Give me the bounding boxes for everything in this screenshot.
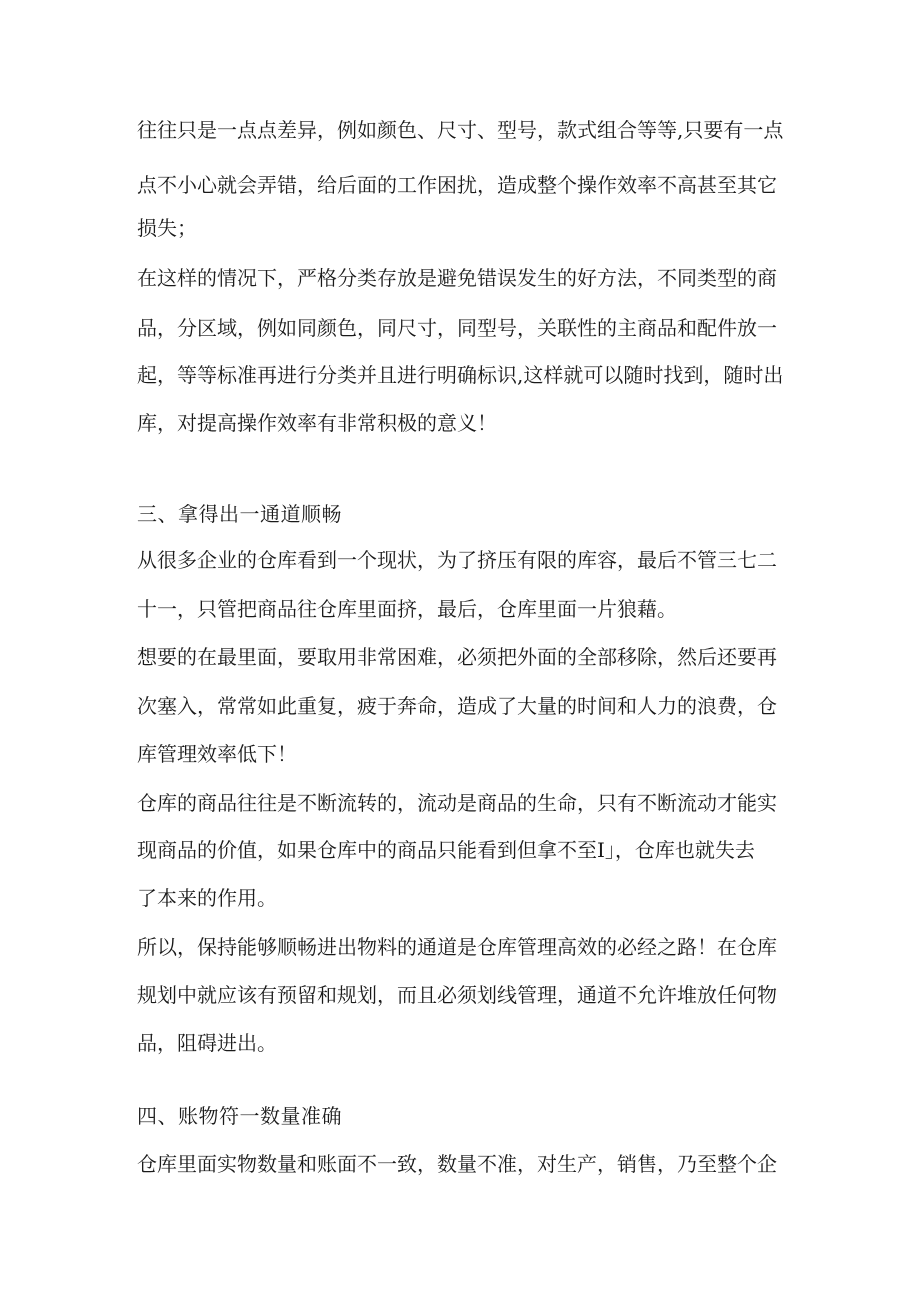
body-text-line: 了本来的作用。 <box>137 886 277 910</box>
body-text-line: 十一，只管把商品往仓库里面挤，最后，仓库里面一片狼藉。 <box>137 597 677 621</box>
body-text-line: 仓库的商品往往是不断流转的，流动是商品的生命，只有不断流动才能实 <box>137 791 777 815</box>
body-text-line: 在这样的情况下，严格分类存放是避免错误发生的好方法，不同类型的商 <box>137 266 777 290</box>
body-text-line: 品，分区域，例如同颜色，同尺寸，同型号，关联性的主商品和配件放一 <box>137 316 777 340</box>
body-text-line: 从很多企业的仓库看到一个现状，为了挤压有限的库容，最后不管三七二 <box>137 548 777 572</box>
body-text-line: 往往只是一点点差异，例如颜色、尺寸、型号，款式组合等等,只要有一点 <box>137 118 784 142</box>
body-text-line: 想要的在最里面，要取用非常困难，必须把外面的全部移除，然后还要再 <box>137 645 777 669</box>
body-text-line: 现商品的价值，如果仓库中的商品只能看到但拿不至I」，仓库也就失去 <box>137 838 755 862</box>
body-text-line: 所以，保持能够顺畅进出物料的通道是仓库管理高效的必经之路！在仓库 <box>137 935 777 959</box>
body-text-line: 品，阻碍进出。 <box>137 1031 277 1055</box>
body-text-line: 起，等等标准再进行分类并且进行明确标识,这样就可以随时找到，随时出 <box>137 363 784 387</box>
body-text-line: 次塞入，常常如此重复，疲于奔命，造成了大量的时间和人力的浪费，仓 <box>137 694 777 718</box>
body-text-line: 仓库里面实物数量和账面不一致，数量不准，对生产，销售，乃至整个企 <box>137 1152 777 1176</box>
body-text-line: 点不小心就会弄错，给后面的工作困扰，造成整个操作效率不高甚至其它 <box>137 173 777 197</box>
body-text-line: 库，对提高操作效率有非常积极的意义！ <box>137 411 497 435</box>
body-text-line: 库管理效率低下！ <box>137 742 297 766</box>
section-heading: 四、账物符一数量准确 <box>137 1104 342 1128</box>
body-text-line: 规划中就应该有预留和规划，而且必须划线管理，通道不允许堆放任何物 <box>137 983 777 1007</box>
section-heading: 三、拿得出一通道顺畅 <box>137 502 342 526</box>
body-text-line: 损失； <box>137 216 197 240</box>
